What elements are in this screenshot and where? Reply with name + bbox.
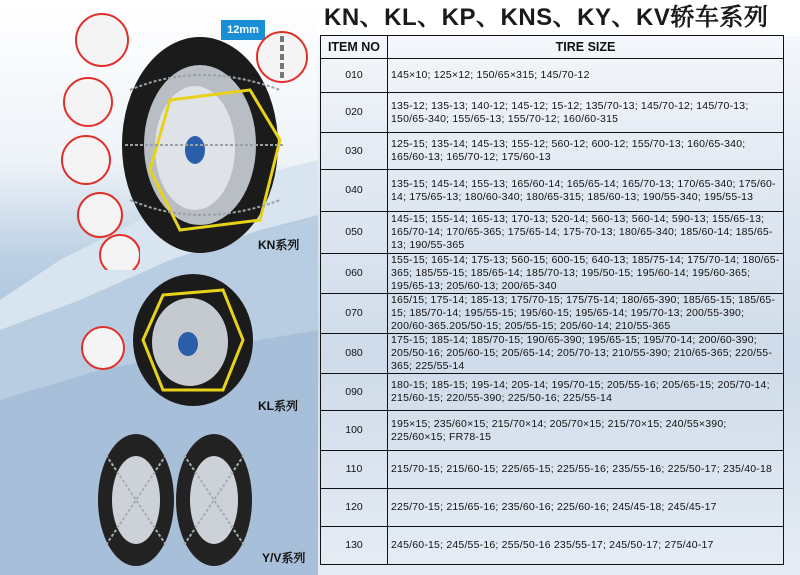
tire-sizes: 175-15; 185-14; 185/70-15; 190/65-390; 195/65-15; 195/70-14; 200/60-390; 205/50-16; 205/60-15; 205/65-14; 205/70-13; 210/55-390; 210/65-365; 220/55-365; 225/55-14 bbox=[388, 334, 784, 374]
item-no: 050 bbox=[321, 212, 388, 254]
chain-detail-icons bbox=[60, 10, 140, 270]
tire-sizes: 225/70-15; 215/65-16; 235/60-16; 225/60-16; 245/45-18; 245/45-17 bbox=[388, 489, 784, 527]
table-row bbox=[321, 294, 784, 334]
table-row bbox=[321, 254, 784, 294]
table-row bbox=[321, 374, 784, 411]
tire-size-table-panel bbox=[318, 36, 800, 575]
tire-size-table bbox=[320, 35, 784, 565]
table-row bbox=[321, 411, 784, 451]
table-header-row bbox=[321, 36, 784, 59]
yv-series-label: Y/V系列 bbox=[262, 551, 306, 565]
header bbox=[318, 0, 800, 36]
item-no: 030 bbox=[321, 133, 388, 170]
item-no: 080 bbox=[321, 334, 388, 374]
kl-chain-detail-icon bbox=[80, 325, 126, 371]
item-no: 130 bbox=[321, 527, 388, 565]
item-no: 070 bbox=[321, 294, 388, 334]
item-no-header: ITEM NO bbox=[321, 36, 388, 59]
tire-sizes: 125-15; 135-14; 145-13; 155-12; 560-12; 600-12; 155/70-13; 160/65-340; 165/60-13; 165/70-12; 175/60-13 bbox=[388, 133, 784, 170]
table-row bbox=[321, 93, 784, 133]
tire-size-header: TIRE SIZE bbox=[388, 36, 784, 59]
table-row bbox=[321, 59, 784, 93]
table-row bbox=[321, 170, 784, 212]
item-no: 110 bbox=[321, 451, 388, 489]
item-no: 090 bbox=[321, 374, 388, 411]
tire-sizes: 245/60-15; 245/55-16; 255/50-16 235/55-17; 245/50-17; 275/40-17 bbox=[388, 527, 784, 565]
yv-tire-image bbox=[96, 425, 256, 570]
chain-link-detail-icon bbox=[255, 30, 310, 85]
item-no: 040 bbox=[321, 170, 388, 212]
product-photo-panel bbox=[0, 0, 318, 575]
size-badge: 12mm bbox=[221, 20, 265, 40]
tire-sizes: 135-12; 135-13; 140-12; 145-12; 15-12; 135/70-13; 145/70-12; 145/70-13; 150/65-340; 155/65-13; 155/70-12; 160/60-315 bbox=[388, 93, 784, 133]
tire-sizes: 195×15; 235/60×15; 215/70×14; 205/70×15; 215/70×15; 240/55×390; 225/60×15; FR78-15 bbox=[388, 411, 784, 451]
table-row bbox=[321, 212, 784, 254]
table-row bbox=[321, 451, 784, 489]
kn-series-label: KN系列 bbox=[258, 238, 300, 252]
table-row bbox=[321, 527, 784, 565]
tire-sizes: 180-15; 185-15; 195-14; 205-14; 195/70-15; 205/55-16; 205/65-15; 205/70-14; 215/60-15; 220/55-390; 225/50-16; 225/55-14 bbox=[388, 374, 784, 411]
item-no: 060 bbox=[321, 254, 388, 294]
table-row bbox=[321, 489, 784, 527]
tire-sizes: 145-15; 155-14; 165-13; 170-13; 520-14; 560-13; 560-14; 590-13; 155/65-13; 165/70-14; 170/65-365; 175/65-14; 175-70-13; 180/65-340; 185/60-14; 185/65-13; 190/55-365 bbox=[388, 212, 784, 254]
item-no: 010 bbox=[321, 59, 388, 93]
item-no: 120 bbox=[321, 489, 388, 527]
kl-series-label: KL系列 bbox=[258, 399, 298, 413]
tire-sizes: 155-15; 165-14; 175-13; 560-15; 600-15; 640-13; 185/75-14; 175/70-14; 180/65-365; 185/55-15; 185/65-14; 185/70-13; 195/50-15; 195/60-14; 195/60-365; 195/65-13; 205/60-13; 200/65-340 bbox=[388, 254, 784, 294]
tire-sizes: 215/70-15; 215/60-15; 225/65-15; 225/55-16; 235/55-16; 225/50-17; 235/40-18 bbox=[388, 451, 784, 489]
tire-sizes: 135-15; 145-14; 155-13; 165/60-14; 165/65-14; 165/70-13; 170/65-340; 175/60-14; 175/65-13; 180/60-340; 180/65-315; 185/60-13; 190/55-340; 195/55-13 bbox=[388, 170, 784, 212]
item-no: 100 bbox=[321, 411, 388, 451]
item-no: 020 bbox=[321, 93, 388, 133]
tire-sizes: 165/15; 175-14; 185-13; 175/70-15; 175/75-14; 180/65-390; 185/65-15; 185/65-15; 185/70-14; 195/55-15; 195/60-15; 195/65-14; 195/70-13; 200/55-390; 200/60-365.205/50-15; 205/55-15; 205/60-14; 210/55-365 bbox=[388, 294, 784, 334]
table-row bbox=[321, 133, 784, 170]
kl-tire-image bbox=[128, 270, 258, 410]
page-title: KN、KL、KP、KNS、KY、KV轿车系列 bbox=[324, 4, 769, 31]
tire-sizes: 145×10; 125×12; 150/65×315; 145/70-12 bbox=[388, 59, 784, 93]
table-row bbox=[321, 334, 784, 374]
